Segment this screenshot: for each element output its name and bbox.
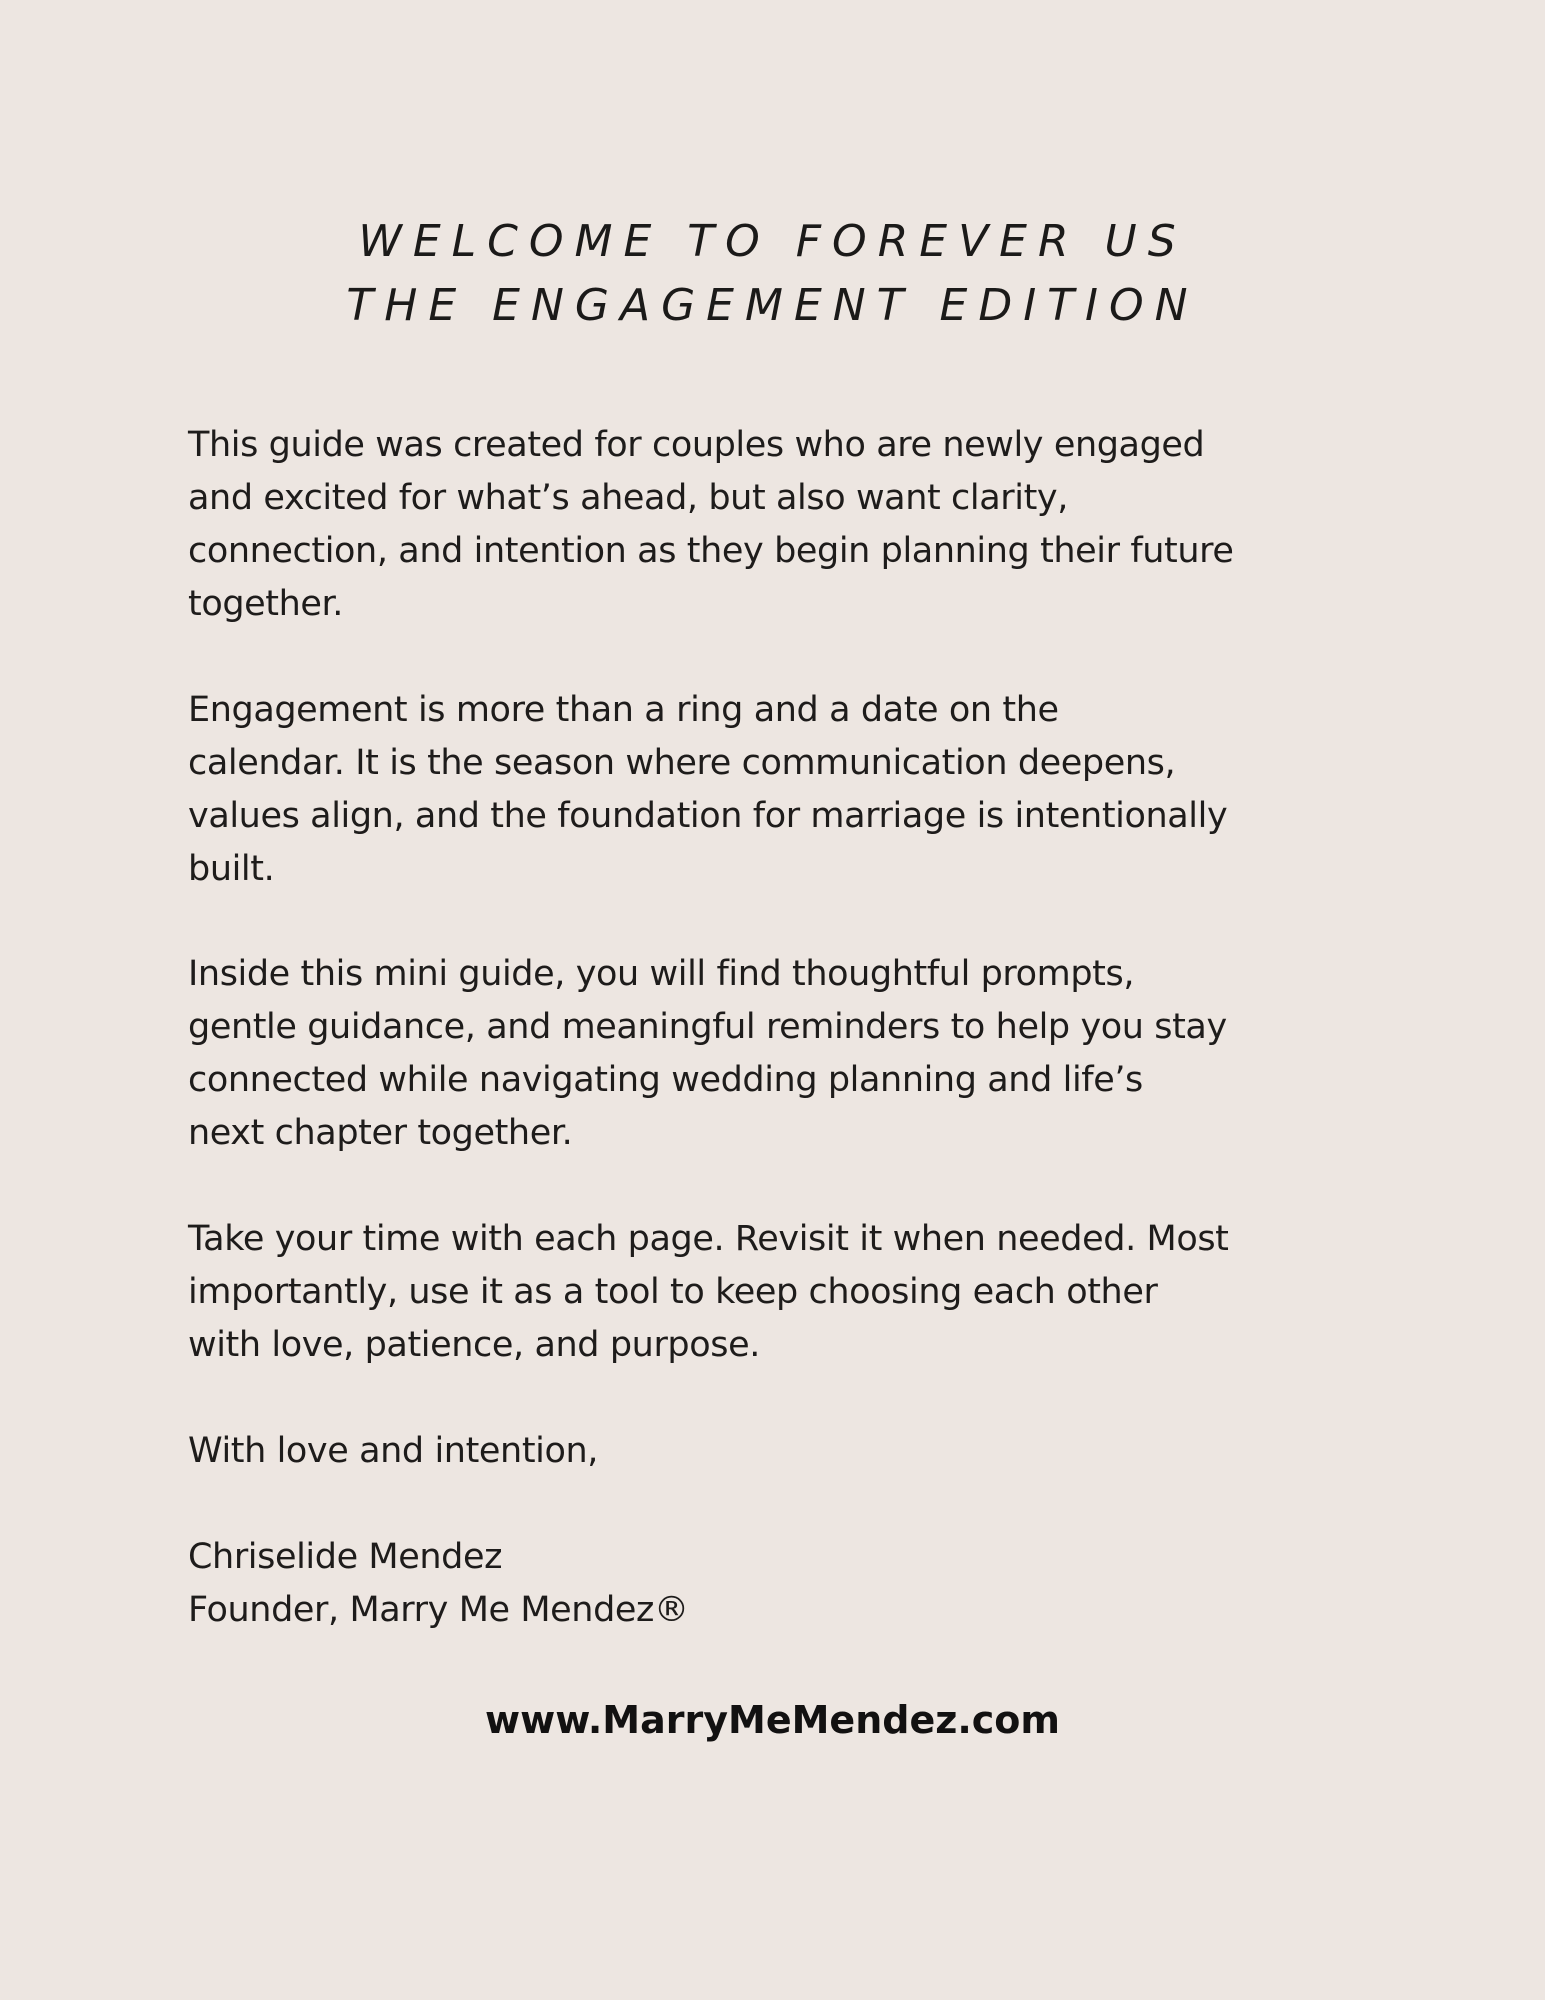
website-link[interactable]: www.MarryMeMendez.com (484, 1698, 1060, 1742)
guide-contents-paragraph-line: connected while navigating wedding planning and life’s (188, 1060, 1143, 1100)
intro-paragraph-line: connection, and intention as they begin planning their future (188, 531, 1234, 571)
guide-contents-paragraph (188, 948, 1368, 1160)
engagement-paragraph-line: calendar. It is the season where communication deepens, (188, 743, 1176, 783)
engagement-paragraph-line: Engagement is more than a ring and a date on the (188, 690, 1059, 730)
usage-paragraph-line: importantly, use it as a tool to keep choosing each other (188, 1272, 1158, 1312)
closing-line: With love and intention, (188, 1431, 598, 1471)
usage-paragraph (188, 1213, 1368, 1372)
usage-paragraph-line: with love, patience, and purpose. (188, 1325, 760, 1365)
page-title-line-1: WELCOME TO FOREVER US (358, 216, 1187, 267)
intro-paragraph (188, 419, 1368, 631)
guide-contents-paragraph-line: Inside this mini guide, you will find thoughtful prompts, (188, 954, 1135, 994)
guide-contents-paragraph-line: next chapter together. (188, 1113, 573, 1153)
page-title-line-2: THE ENGAGEMENT EDITION (346, 280, 1199, 331)
intro-paragraph-line: This guide was created for couples who are newly engaged (188, 425, 1205, 465)
engagement-paragraph (188, 684, 1368, 896)
intro-paragraph-line: and excited for what’s ahead, but also want clarity, (188, 478, 1068, 518)
intro-paragraph-line: together. (188, 584, 344, 624)
signature-name: Chriselide Mendez (188, 1537, 503, 1577)
signature-title: Founder, Marry Me Mendez® (188, 1590, 689, 1630)
engagement-paragraph-line: values align, and the foundation for marriage is intentionally (188, 796, 1228, 836)
guide-contents-paragraph-line: gentle guidance, and meaningful reminders to help you stay (188, 1007, 1227, 1047)
engagement-paragraph-line: built. (188, 849, 275, 889)
usage-paragraph-line: Take your time with each page. Revisit it when needed. Most (188, 1219, 1229, 1259)
